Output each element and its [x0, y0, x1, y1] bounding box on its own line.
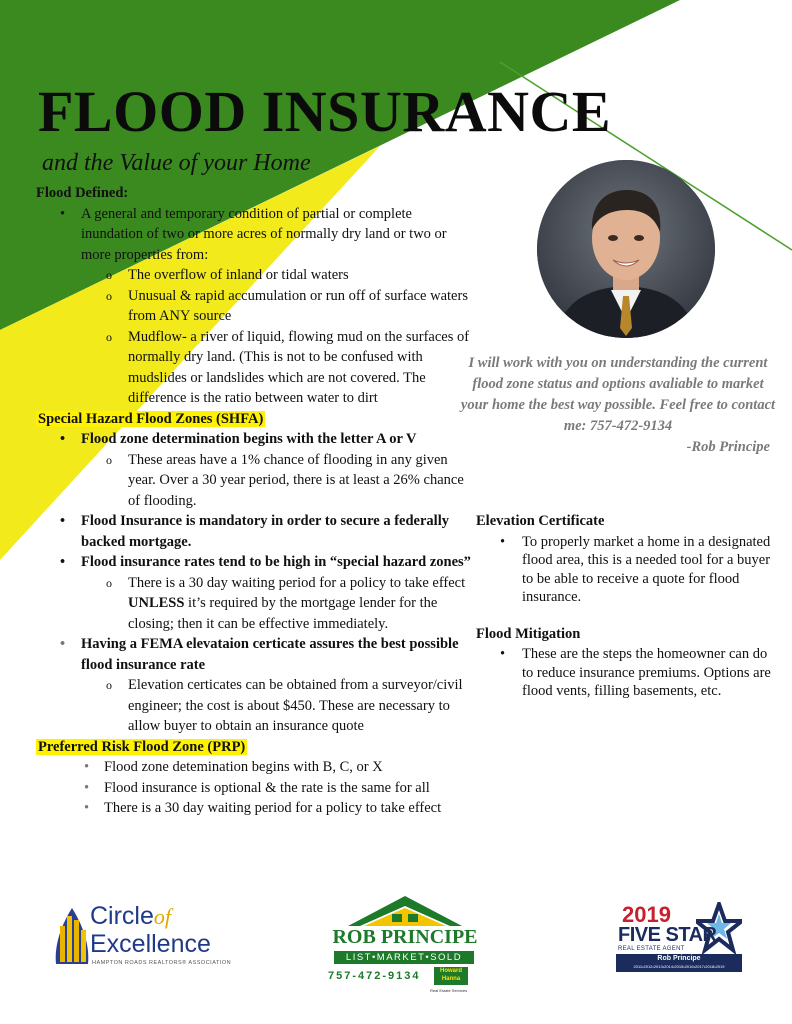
prp-heading — [36, 737, 476, 758]
list-item — [476, 645, 776, 701]
prp-item-text: There is a 30 day waiting period for a policy to take effect — [104, 800, 442, 816]
award-name-bar — [616, 954, 742, 972]
list-item — [36, 552, 476, 573]
howard-hanna-subtext: Real Estate Services — [430, 988, 468, 993]
flood-mitigation-list — [476, 645, 776, 701]
flood-defined-list — [36, 204, 476, 409]
flood-defined-text: A general and temporary condition of partial or complete inundation of two or more acres of normally dry land or two or more properties from: — [81, 205, 447, 263]
list-item — [36, 675, 476, 737]
agent-quote — [458, 353, 778, 458]
bullet-icon: • — [60, 513, 66, 529]
circle-bullet-icon: o — [106, 452, 112, 467]
bullet-icon: • — [60, 554, 66, 570]
bullet-icon: • — [84, 779, 90, 796]
sub-item-text-part: There is a 30 day waiting period for a policy to take effect — [128, 574, 466, 591]
list-item — [36, 798, 476, 819]
list-item — [36, 204, 476, 266]
coe-line2: Excellence — [90, 930, 211, 958]
building-icon — [52, 904, 92, 966]
list-item — [36, 573, 476, 635]
list-item — [36, 265, 476, 286]
bullet-icon: • — [500, 646, 506, 662]
list-item — [36, 634, 476, 675]
list-item — [36, 757, 476, 778]
award-agent-name: Rob Principe — [657, 955, 701, 962]
rp-phone: 757-472-9134 — [328, 970, 421, 982]
list-item — [36, 778, 476, 799]
quote-text: I will work with you on understanding the current flood zone status and options avaliable to market your home the best way possible. Feel free to contact me: 757-472-9134 — [460, 355, 776, 434]
sub-item-text: The overflow of inland or tidal waters — [128, 267, 349, 283]
bullet-icon: • — [60, 636, 66, 652]
sub-item-text: Unusual & rapid accumulation or run off of surface waters from ANY source — [128, 287, 468, 324]
unless-emphasis: UNLESS — [128, 595, 185, 611]
coe-of-text: of — [153, 904, 172, 929]
sub-item-text: Elevation certicates can be obtained from a surveyor/civil engineer; the cost is about $450. These are necessary to allow buyer to obtain an insurance quote — [128, 677, 463, 734]
coe-circle-text: Circle — [90, 902, 154, 930]
prp-item-text: Flood insurance is optional & the rate is the same for all — [104, 779, 430, 796]
right-column — [476, 512, 776, 719]
award-title: FIVE STAR — [618, 924, 717, 946]
sub-item-text: These areas have a 1% chance of flooding in any given year. Over a 30 year period, there is at least a 26% chance of flooding. — [128, 451, 464, 509]
bullet-icon: • — [60, 205, 66, 222]
flood-mitigation-text: These are the steps the homeowner can do to reduce insurance premiums. Options are flood vents, filling basements, etc. — [522, 646, 771, 699]
award-years: 2011•2012•2013•2014•2015•2016•2017•2018•2019 — [633, 964, 725, 969]
howard-hanna-badge: Howard Hanna — [434, 967, 468, 985]
agent-photo — [537, 160, 715, 338]
circle-of-excellence-logo — [52, 902, 232, 972]
elevation-certificate-list — [476, 533, 776, 607]
flood-mitigation-heading: Flood Mitigation — [476, 625, 581, 642]
prp-heading-text: Preferred Risk Flood Zone (PRP) — [38, 738, 246, 755]
shfa-heading-text: Special Hazard Flood Zones (SHFA) — [38, 410, 264, 427]
elevation-certificate-heading: Elevation Certificate — [476, 513, 605, 529]
circle-bullet-icon: o — [106, 678, 112, 692]
shfa-item-text: Flood zone determination begins with the letter A or V — [81, 431, 417, 447]
page-subtitle: and the Value of your Home — [42, 150, 311, 176]
award-subtitle: REAL ESTATE AGENT — [618, 946, 685, 952]
circle-bullet-icon: o — [106, 329, 112, 344]
list-item — [36, 327, 476, 409]
shfa-heading — [36, 409, 476, 430]
agent-portrait-image — [537, 160, 715, 338]
list-item — [36, 511, 476, 552]
house-roof-icon — [326, 892, 484, 928]
left-column — [36, 183, 476, 819]
list-item — [36, 429, 476, 450]
sub-item-text: Mudflow- a river of liquid, flowing mud on the surfaces of normally dry land. (This is not to be confused with mudslides or landslides which are not covered. The difference is the ratio between water to dirt — [128, 328, 470, 406]
shfa-item-text: Flood insurance rates tend to be high in “special hazard zones” — [81, 554, 471, 570]
circle-bullet-icon: o — [106, 575, 112, 590]
list-item — [476, 533, 776, 607]
shfa-list — [36, 429, 476, 737]
sub-item-text-part: it’s required by the mortgage lender for the closing; then it can be effective immediately. — [128, 595, 438, 632]
rob-principe-logo — [326, 892, 484, 1002]
circle-bullet-icon: o — [106, 288, 112, 303]
bullet-icon: • — [60, 431, 66, 447]
award-year: 2019 — [622, 902, 671, 927]
prp-list — [36, 757, 476, 819]
list-item — [36, 450, 476, 512]
circle-bullet-icon: o — [106, 268, 112, 282]
bullet-icon: • — [500, 533, 506, 550]
flood-defined-heading: Flood Defined: — [36, 185, 129, 201]
five-star-award-logo — [612, 902, 746, 974]
bullet-icon: • — [84, 759, 90, 775]
shfa-item-text: Flood Insurance is mandatory in order to secure a federally backed mortgage. — [81, 513, 449, 550]
list-item — [36, 286, 476, 327]
coe-subtext: HAMPTON ROADS REALTORS® ASSOCIATION — [92, 960, 232, 966]
rp-name: ROB PRINCIPE — [332, 926, 478, 948]
page-title: FLOOD INSURANCE — [38, 79, 612, 144]
bullet-icon: • — [84, 800, 90, 816]
shfa-item-text: Having a FEMA elevataion certicate assures the best possible flood insurance rate — [81, 636, 459, 673]
rp-tagline: LIST•MARKET•SOLD — [334, 951, 474, 964]
sub-item-text — [128, 575, 465, 632]
elevation-certificate-text: To properly market a home in a designated flood area, this is a needed tool for a buyer to be able to receive a quote for flood insurance. — [522, 533, 771, 605]
prp-item-text: Flood zone detemination begins with B, C, or X — [104, 759, 383, 775]
coe-line1 — [90, 902, 171, 931]
quote-signature: -Rob Principe — [686, 439, 770, 455]
